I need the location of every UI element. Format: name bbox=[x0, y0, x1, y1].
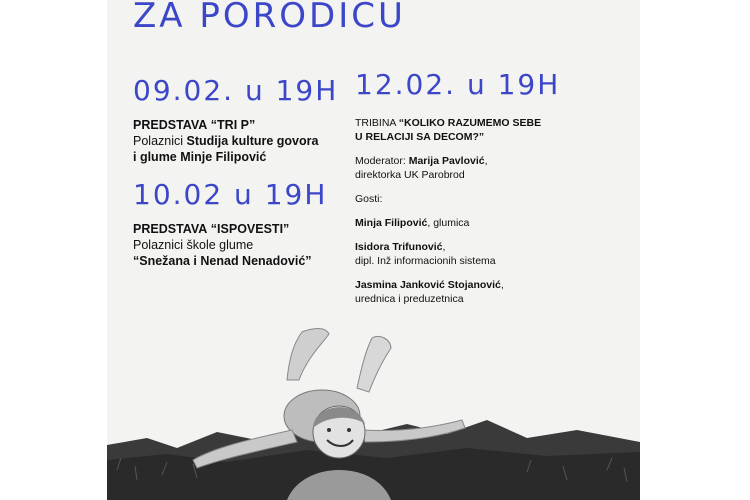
tribina-date: 12.02. u 19H bbox=[355, 68, 561, 101]
child-photo bbox=[107, 320, 640, 500]
guest-1-name: Minja Filipović bbox=[355, 217, 428, 229]
moderator-label: Moderator: bbox=[355, 155, 409, 167]
event-date-2: 10.02 u 19H bbox=[133, 178, 328, 211]
event-1-line-3 bbox=[133, 149, 363, 165]
event-poster bbox=[107, 0, 640, 500]
tribina-details bbox=[355, 116, 565, 316]
guest-2: Isidora Trifunović, dipl. Inž informacionih sistema bbox=[355, 240, 565, 268]
event-2-name: “ISPOVESTI” bbox=[210, 222, 290, 236]
tribina-moderator: Moderator: Marija Pavlović, direktorka UK Parobrod bbox=[355, 154, 565, 182]
event-2-title-line bbox=[133, 221, 363, 237]
tribina-name-line-2: U RELACIJI SA DECOM?” bbox=[355, 131, 485, 143]
moderator-name: Marija Pavlović bbox=[408, 155, 485, 167]
guest-2-role: dipl. Inž informacionih sistema bbox=[355, 255, 496, 267]
event-1-director: i glume Minje Filipović bbox=[133, 150, 267, 164]
event-1-prefix: Polaznici bbox=[133, 134, 187, 148]
guest-3-name: Jasmina Janković Stojanović bbox=[355, 279, 501, 291]
guest-1-role: glumica bbox=[433, 217, 470, 229]
guest-2-name: Isidora Trifunović bbox=[355, 241, 443, 253]
event-date-1: 09.02. u 19H bbox=[133, 74, 339, 107]
guest-1: Minja Filipović, glumica bbox=[355, 217, 470, 229]
event-2-kind: PREDSTAVA bbox=[133, 222, 208, 236]
moderator-role: direktorka UK Parobrod bbox=[355, 169, 465, 181]
event-2-directors: “Snežana i Nenad Nenadović” bbox=[133, 254, 312, 268]
tribina-heading bbox=[355, 116, 565, 144]
guests-label: Gosti: bbox=[355, 193, 383, 205]
event-1-studio: Studija kulture govora bbox=[186, 134, 319, 148]
event-1-details bbox=[133, 117, 363, 165]
event-2-prefix: Polaznici bbox=[133, 238, 187, 252]
guest-3: Jasmina Janković Stojanović, urednica i preduzetnica bbox=[355, 278, 565, 306]
event-2-line-2 bbox=[133, 237, 363, 253]
event-2-details bbox=[133, 221, 363, 269]
event-1-line-2 bbox=[133, 133, 363, 149]
poster-title: ZA PORODICU bbox=[133, 0, 406, 36]
guest-3-role: urednica i preduzetnica bbox=[355, 293, 464, 305]
event-1-kind: PREDSTAVA bbox=[133, 118, 208, 132]
tribina-kind: TRIBINA bbox=[355, 117, 396, 129]
event-1-name: “TRI P” bbox=[210, 118, 256, 132]
tribina-name-line-1: “KOLIKO RAZUMEMO SEBE bbox=[398, 117, 542, 129]
event-2-line-3 bbox=[133, 253, 363, 269]
event-2-school: škole glume bbox=[186, 238, 254, 252]
event-1-title-line bbox=[133, 117, 363, 133]
